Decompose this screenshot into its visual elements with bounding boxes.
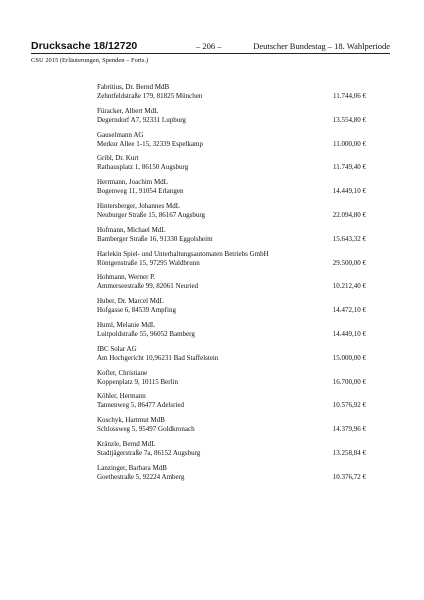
donor-address: Bogenweg 11, 91054 Erlangen [97,187,184,196]
donation-amount: 14.449,10 € [332,329,366,338]
donation-entry [97,178,366,202]
donor-address: Rathausplatz 1, 86150 Augsburg [97,163,189,172]
donation-entry [97,392,366,416]
donation-entry [97,131,366,155]
donor-address: Am Hochgericht 10,96231 Bad Staffelstein [97,353,219,362]
donation-amount: 29.500,00 € [332,258,366,267]
document-number: Drucksache 18/12720 [31,40,138,52]
donor-name: Gauselmann AG [97,130,144,139]
donor-address: Luitpoldstraße 55, 96052 Bamberg [97,329,195,338]
donor-address: Stadtjägerstraße 7a, 86152 Augsburg [97,448,201,457]
donor-name: Köhler, Hermann [97,392,146,401]
donation-entry [97,250,366,274]
donor-name: IBC Solar AG [97,344,137,353]
donation-amount: 10.576,92 € [332,401,366,410]
donation-entry [97,297,366,321]
donor-address: Hofgasse 6, 84539 Ampfing [97,306,176,315]
periodical-title: Deutscher Bundestag – 18. Wahlperiode [253,41,390,51]
donor-address: Schlossweg 5, 95497 Goldkronach [97,425,195,434]
donor-name: Kofler, Christiane [97,368,148,377]
donor-address: Goethestraße 5, 92224 Amberg [97,472,185,481]
donation-amount: 11.744,06 € [333,92,366,100]
donation-entry [97,107,366,131]
donor-address: Röntgenstraße 15, 97295 Waldbrunn [97,258,200,267]
donor-name: Lanzinger, Barbara MdB [97,463,167,472]
donor-address: Merkur Allee 1-15, 32339 Espelkamp [97,139,203,148]
donor-name: Harlekin Spiel- und Unterhaltungsautomaten Betriebs GmbH [97,249,269,258]
donation-amount: 14.379,96 € [332,425,366,434]
donation-amount: 13.554,80 € [332,115,366,124]
donation-entry [97,369,366,393]
donor-name: Herrmann, Joachim MdL [97,178,168,187]
donation-entry [97,273,366,297]
donor-name: Huml, Melanie MdL [97,320,156,329]
donor-address: Tannenweg 5, 86477 Adelsried [97,401,184,410]
donation-entry [97,345,366,369]
donation-entry [97,226,366,250]
donor-name: Kränzle, Bernd MdL [97,439,156,448]
donation-amount: 14.449,10 € [332,187,366,196]
header-rule [31,53,390,54]
donor-address: Bamberger Straße 16, 91330 Eggolsheim [97,234,213,243]
donor-address: Koppenplatz 9, 10115 Berlin [97,377,179,386]
donation-entry [97,416,366,440]
donation-amount: 22.094,80 € [332,210,366,219]
donation-amount: 10.212,40 € [332,282,366,291]
donation-amount: 15.000,00 € [332,353,366,362]
donor-name: Koschyk, Hartmut MdB [97,416,165,425]
donation-amount: 10.376,72 € [332,472,366,481]
donation-amount: 16.700,00 € [332,377,366,386]
section-label: CSU 2015 (Erläuterungen, Spenden – Forts.) [31,57,149,64]
donor-name: Gribl, Dr. Kurt [97,154,139,163]
donor-address: Zehntfeldstraße 179, 81825 München [97,92,203,100]
donation-amount: 15.643,32 € [332,234,366,243]
donor-address: Degerndorf A7, 92331 Lupburg [97,115,186,124]
page-header [31,40,390,52]
donation-entry [97,464,366,488]
donation-list [97,83,366,488]
donation-entry [97,83,366,107]
donor-address: Ammerseestraße 99, 82061 Neuried [97,282,199,291]
donation-entry [97,154,366,178]
donor-address: Neuburger Straße 15, 86167 Augsburg [97,210,206,219]
donation-entry [97,202,366,226]
donor-name: Füracker, Albert MdL [97,106,159,115]
donor-name: Hohmann, Werner P. [97,273,156,282]
page-number: – 206 – [196,41,222,51]
donation-entry [97,321,366,345]
donation-entry [97,440,366,464]
donor-name: Hofmann, Michael MdL [97,225,166,234]
donor-name: Fabritius, Dr. Bernd MdB [97,83,170,91]
donor-name: Hintersberger, Johannes MdL [97,201,180,210]
donation-amount: 13.258,84 € [332,448,366,457]
donation-amount: 14.472,10 € [332,306,366,315]
donor-name: Huber, Dr. Marcel MdL [97,297,164,306]
donation-amount: 11.749,40 € [333,163,366,172]
donation-amount: 11.000,00 € [333,139,366,148]
